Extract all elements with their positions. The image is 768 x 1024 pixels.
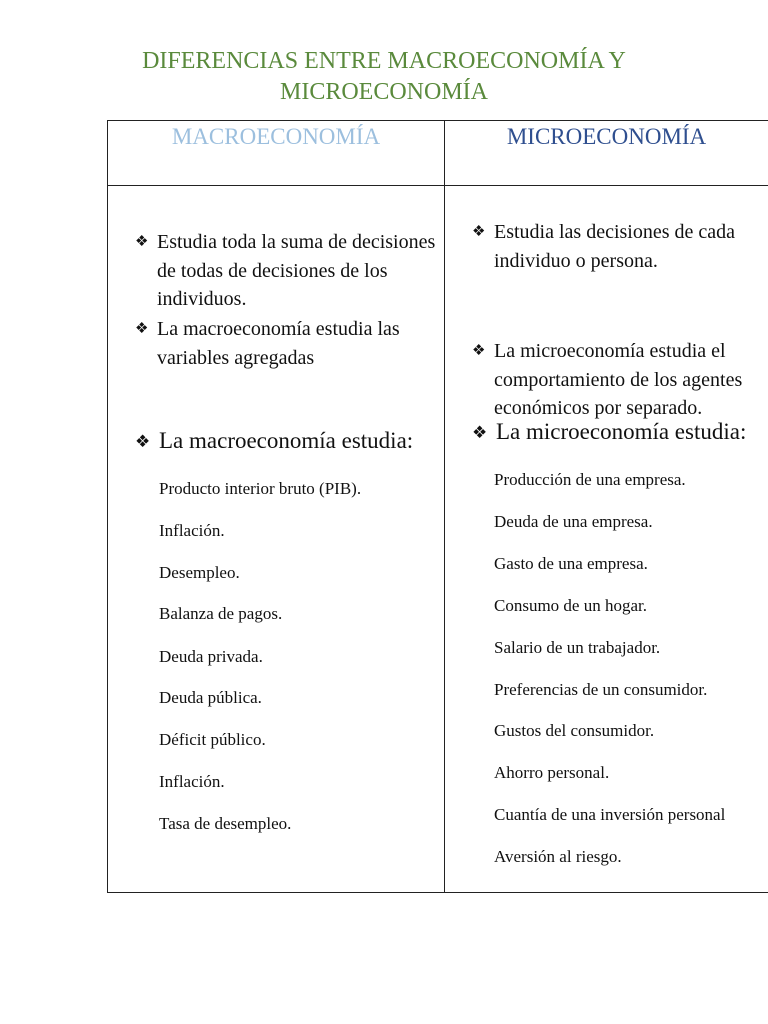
list-item: Balanza de pagos. xyxy=(159,604,283,623)
list-item: Aversión al riesgo. xyxy=(494,847,622,866)
list-item: Tasa de desempleo. xyxy=(159,814,292,833)
macro-column-header: MACROECONOMÍA xyxy=(171,124,381,149)
page-title xyxy=(110,46,658,108)
diamond-bullet-icon: ❖ xyxy=(135,432,151,451)
list-item: Cuantía de una inversión personal xyxy=(494,805,726,824)
diamond-bullet-icon: ❖ xyxy=(472,224,486,240)
micro-bullet-3 xyxy=(472,417,768,447)
list-item: Desempleo. xyxy=(159,563,240,582)
list-item: Deuda de una empresa. xyxy=(494,512,653,531)
page-title-line-2: MICROECONOMÍA xyxy=(279,79,488,105)
page-title-line-1: DIFERENCIAS ENTRE MACROECONOMÍA Y xyxy=(142,48,626,74)
macro-bullet-3-text: La macroeconomía estudia: xyxy=(159,428,414,453)
list-item: Consumo de un hogar. xyxy=(494,596,647,615)
micro-bullet-2 xyxy=(472,337,768,423)
list-item: Salario de un trabajador. xyxy=(494,638,661,657)
list-item: Inflación. xyxy=(159,521,225,540)
list-item: Déficit público. xyxy=(159,730,266,749)
micro-column-header: MICROECONOMÍA xyxy=(506,124,707,149)
micro-bullet-1-text: Estudia las decisiones de cada individuo o persona. xyxy=(494,221,736,272)
table-header-divider xyxy=(107,185,768,186)
macro-bullet-2 xyxy=(135,315,457,372)
table-border-left xyxy=(107,120,108,893)
macro-bullet-2-text: La macroeconomía estudia las variables agregadas xyxy=(157,318,400,369)
list-item: Gasto de una empresa. xyxy=(494,554,648,573)
diamond-bullet-icon: ❖ xyxy=(472,343,486,359)
list-item: Producción de una empresa. xyxy=(494,470,686,489)
list-item: Ahorro personal. xyxy=(494,763,610,782)
list-item: Inflación. xyxy=(159,772,225,791)
macro-bullet-1 xyxy=(135,228,457,314)
list-item: Deuda privada. xyxy=(159,647,263,666)
list-item: Gustos del consumidor. xyxy=(494,721,655,740)
diamond-bullet-icon: ❖ xyxy=(472,423,488,442)
diamond-bullet-icon: ❖ xyxy=(135,234,149,250)
macro-bullet-3 xyxy=(135,426,464,456)
micro-bullet-1 xyxy=(472,218,768,275)
list-item: Producto interior bruto (PIB). xyxy=(159,479,362,498)
diamond-bullet-icon: ❖ xyxy=(135,321,149,337)
table-border-bottom xyxy=(107,892,768,893)
list-item: Deuda pública. xyxy=(159,688,262,707)
macro-bullet-1-text: Estudia toda la suma de decisiones de todas de decisiones de los individuos. xyxy=(157,231,436,310)
table-border-top xyxy=(107,120,768,121)
list-item: Preferencias de un consumidor. xyxy=(494,680,708,699)
micro-bullet-2-text: La microeconomía estudia el comportamiento de los agentes económicos por separado. xyxy=(494,340,743,419)
micro-bullet-3-text: La microeconomía estudia: xyxy=(496,419,747,444)
